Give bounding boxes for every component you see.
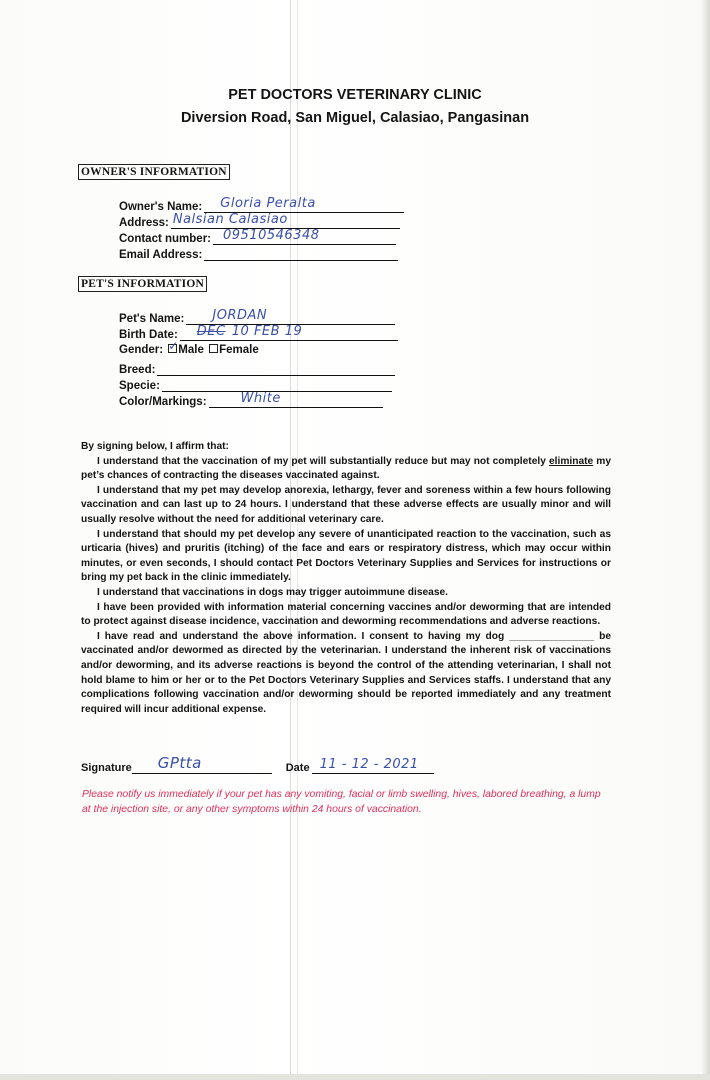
- color-markings-field[interactable]: [119, 392, 383, 408]
- birth-date-field[interactable]: [119, 325, 398, 341]
- specie-field[interactable]: [119, 376, 392, 392]
- field-label: Pet's Name:: [119, 313, 185, 325]
- underlined-word: eliminate: [549, 455, 594, 467]
- consent-paragraph: [81, 455, 611, 484]
- signature-value: GPtta: [157, 754, 202, 772]
- field-label: Birth Date:: [119, 329, 178, 341]
- handwritten-value: White: [240, 391, 281, 406]
- consent-text-span: my pet’s chances of contracting the diseases vaccinated against.: [81, 455, 612, 482]
- date-label: Date: [285, 762, 310, 774]
- signature-line[interactable]: [132, 754, 272, 774]
- clinic-name: PET DOCTORS VETERINARY CLINIC: [228, 87, 482, 103]
- consent-paragraph: I understand that my pet may develop anorexia, lethargy, fever and soreness within a few hours following vaccination and can last up to 24 hours. I understand that these adverse effects are usually minor and will usually resolve without the need for additional veterinary care.: [81, 484, 611, 525]
- male-checkbox[interactable]: [168, 339, 179, 353]
- handwritten-value: Nalsian Calasiao: [172, 212, 288, 227]
- consent-paragraph: I understand that vaccinations in dogs may trigger autoimmune disease.: [97, 586, 448, 598]
- breed-field[interactable]: [119, 360, 395, 376]
- pet-name-field[interactable]: [119, 309, 395, 325]
- struck-value: DEC: [196, 324, 226, 339]
- male-option-label: Male: [178, 344, 204, 356]
- handwritten-value: 09510546348: [223, 228, 320, 243]
- signature-row: [81, 754, 434, 774]
- consent-text: [81, 440, 611, 717]
- gender-field: [119, 339, 259, 356]
- signature-label: Signature: [81, 762, 132, 774]
- handwritten-value: 10 FEB 19: [231, 324, 303, 339]
- field-label: Address:: [119, 217, 169, 229]
- owner-section-heading: OWNER'S INFORMATION: [78, 164, 230, 180]
- field-label: Email Address:: [119, 249, 203, 261]
- consent-paragraph: I have been provided with information material concerning vaccines and/or deworming that are intended to protect against disease incidence, vaccination and deworming recommendations and adverse reactions.: [81, 601, 611, 628]
- field-label: Owner's Name:: [119, 201, 203, 213]
- email-address-field[interactable]: [119, 245, 398, 261]
- contact-number-field[interactable]: [119, 229, 396, 245]
- owner-name-field[interactable]: [119, 197, 404, 213]
- page-edge: [0, 1074, 710, 1080]
- field-label: Gender:: [119, 344, 164, 356]
- address-field[interactable]: [119, 213, 400, 229]
- female-checkbox[interactable]: [209, 344, 218, 353]
- handwritten-value: JORDAN: [212, 308, 268, 323]
- field-label: Breed:: [119, 364, 156, 376]
- field-label: Contact number:: [119, 233, 211, 245]
- notice-text: Please notify us immediately if your pet has any vomiting, facial or limb swelling, hives, labored breathing, a lump at the injection site, or any other symptoms within 24 hours of vaccination.: [82, 789, 601, 815]
- pet-section-heading: PET'S INFORMATION: [78, 276, 207, 292]
- female-option-label: Female: [219, 344, 259, 356]
- check-mark-icon: ✓: [168, 339, 179, 353]
- page-edge: [702, 0, 710, 1080]
- handwritten-value: Gloria Peralta: [220, 196, 316, 211]
- date-value: 11 - 12 - 2021: [319, 757, 419, 772]
- consent-text-span: I understand that the vaccination of my pet will substantially reduce but may not completely: [97, 455, 546, 467]
- field-label: Specie:: [119, 380, 160, 392]
- consent-paragraph: I understand that should my pet develop any severe of unanticipated reaction to the vaccination, such as urticaria (hives) and pruritis (itching) of the face and ears or respiratory distress, which may occur within minutes, or even seconds, I should contact Pet Doctors Veterinary Supplies and Services for instructions or bring my pet back in the clinic immediately.: [81, 528, 611, 584]
- consent-intro: By signing below, I affirm that:: [81, 441, 229, 452]
- clinic-address: Diversion Road, San Miguel, Calasiao, Pangasinan: [180, 110, 530, 126]
- field-label: Color/Markings:: [119, 396, 207, 408]
- consent-paragraph: I have read and understand the above information. I consent to having my dog _______________ be vaccinated and/or dewormed as directed by the veterinarian. I understand the inherent risk of vaccinations and/or deworming, and its adverse reactions is beyond the control of the attending veterinarian, I shall not hold blame to him or her or to the Pet Doctors Veterinary Supplies and Services staffs. I understand that any complications following vaccination and/or deworming should be reported immediately and any treatment required will incur additional expense.: [81, 630, 611, 715]
- date-line[interactable]: [312, 757, 434, 774]
